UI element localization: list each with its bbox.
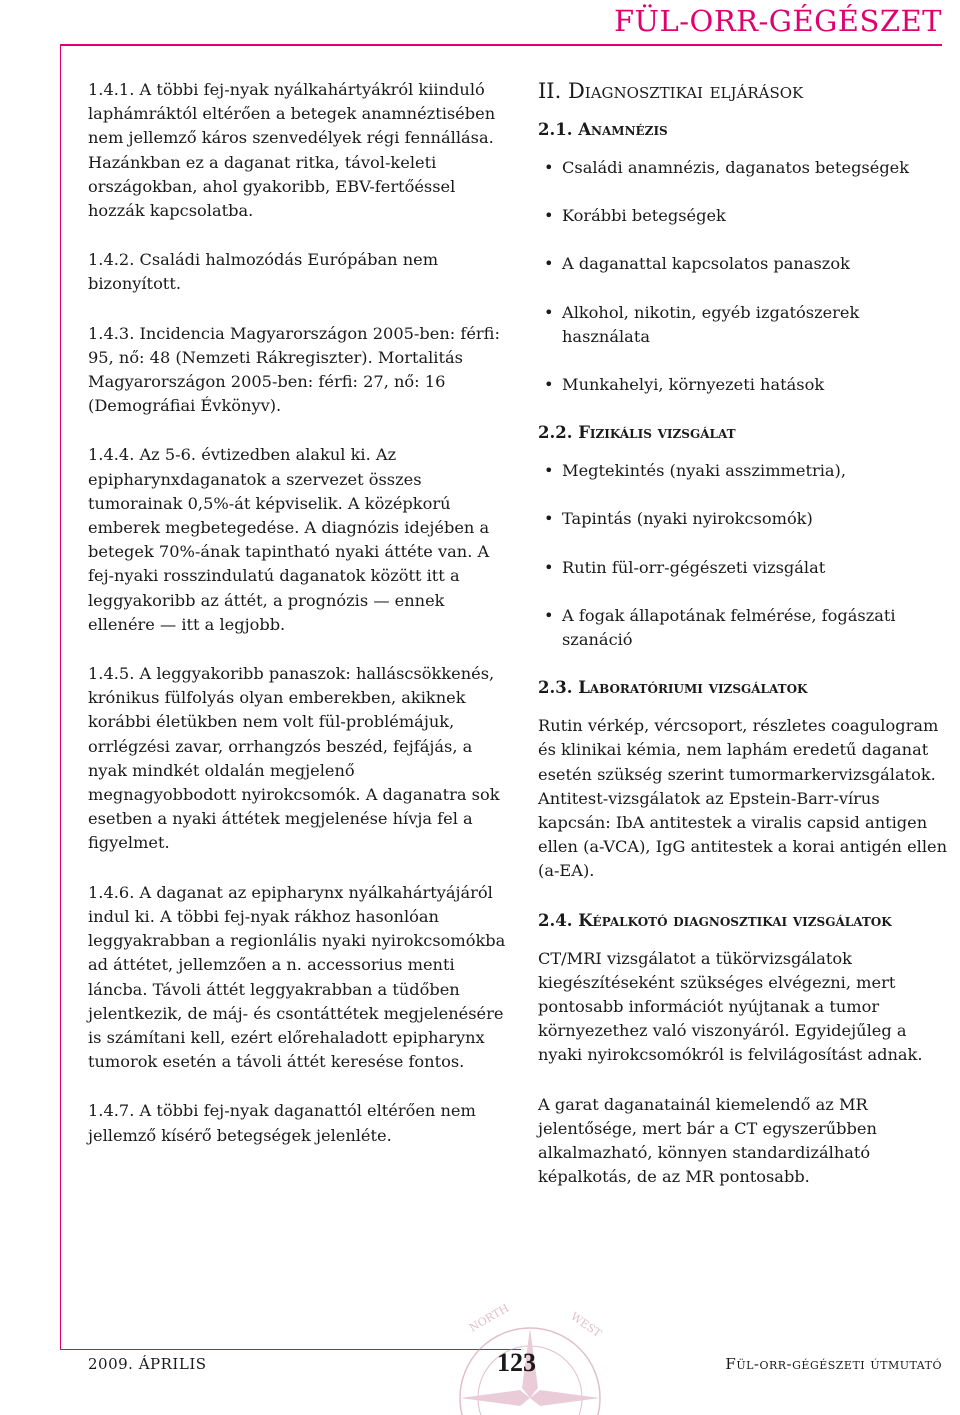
right-column	[538, 78, 948, 1214]
subsection-title: Fizikális vizsgálat	[578, 423, 736, 443]
subsection-number: 2.1.	[538, 120, 573, 139]
laboratoriumi-text: Rutin vérkép, vércsoport, részletes coagulogram és klinikai kémia, nem laphám eredetű daganat esetén szükség szerint tumormarkervizsgálatok. Antitest-vizsgálatok az Epstein-Barr-vírus kapcsán: IbA antitestek a viralis capsid antigen ellen (a-VCA), IgG antitestek a korai antigén ellen (a-EA).	[538, 716, 948, 881]
list-item: • A fogak állapotának felmérése, fogászati szanáció	[538, 604, 948, 652]
list-item: • Munkahelyi, környezeti hatások	[538, 373, 948, 397]
subsection-heading-laboratoriumi	[538, 676, 948, 700]
kepalkoto-text-1: CT/MRI vizsgálatot a tükörvizsgálatok kiegészítéseként szükséges elvégezni, mert pontosabb információt nyújtanak a tumor környezethez való viszonyáról. Egyidejűleg a nyaki nyirokcsomókról is felvilágosítást adnak.	[538, 948, 923, 1065]
list-item: • A daganattal kapcsolatos panaszok	[538, 252, 948, 276]
subsection-heading-anamnezis	[538, 118, 948, 142]
paragraph-1-4-1: 1.4.1. A többi fej-nyak nyálkahártyákról kiinduló laphámráktól eltérően a betegek anamnéztisében nem jellemző káros szenvedélyek régi fennállása. Hazánkban ez a daganat ritka, távol-keleti országokban, ahol gyakoribb, EBV-fertőéssel hozzák kapcsolatba.	[88, 80, 496, 221]
list-item: • Alkohol, nikotin, egyéb izgatószerek használata	[538, 301, 948, 349]
subsection-number: 2.3.	[538, 678, 573, 698]
anamnezis-list	[538, 156, 948, 397]
paragraph-1-4-7: 1.4.7. A többi fej-nyak daganattól eltérően nem jellemző kísérő betegségek jelenléte.	[88, 1101, 476, 1145]
subsection-title: Képalkotó diagnosztikai vizsgálatok	[578, 910, 892, 930]
paragraph-1-4-3: 1.4.3. Incidencia Magyarországon 2005-ben: férfi: 95, nő: 48 (Nemzeti Rákregiszter). Mortalitás Magyarországon 2005-ben: férfi: 27, nő: 16 (Demográfiai Évkönyv).	[88, 323, 500, 416]
footer-series-title: Fül-orr-gégészeti útmutató	[725, 1355, 942, 1373]
kepalkoto-text-2: A garat daganatainál kiemelendő az MR jelentősége, mert bár a CT egyszerűbben alkalmazható, könnyen standardizálható képalkotás, de az MR pontosabb.	[538, 1094, 877, 1187]
list-item: • Tapintás (nyaki nyirokcsomók)	[538, 507, 948, 531]
paragraph-1-4-4: 1.4.4. Az 5-6. évtizedben alakul ki. Az epipharynxdaganatok a szervezet összes tumorainak 0,5%-át képviselik. A középkorú emberek megbetegedése. A diagnózis idejében a betegek 70%-ának tapintható nyaki áttéte van. A fej-nyaki rosszindulatú daganatok között itt a leggyakoribb az áttét, a prognózis — ennek ellenére — itt a legjobb.	[88, 445, 490, 634]
list-item: • Családi anamnézis, daganatos betegségek	[538, 156, 948, 180]
subsection-number: 2.2.	[538, 423, 573, 443]
section-title: II. Diagnosztikai eljárások	[538, 79, 804, 103]
left-column	[88, 78, 508, 1173]
page-number: 123	[497, 1348, 536, 1377]
fizikalis-list	[538, 459, 948, 652]
list-item: • Korábbi betegségek	[538, 204, 948, 228]
list-item: • Rutin fül-orr-gégészeti vizsgálat	[538, 556, 948, 580]
subsection-number: 2.4.	[538, 910, 573, 930]
paragraph-1-4-2: 1.4.2. Családi halmozódás Európában nem bizonyított.	[88, 250, 439, 294]
running-header-title: FÜL-ORR-GÉGÉSZET	[613, 4, 942, 38]
paragraph-1-4-6: 1.4.6. A daganat az epipharynx nyálkahártyájáról indul ki. A többi fej-nyak rákhoz hasonlóan leggyakrabban a regionlális nyaki nyirokcsomókba ad áttétet, jellemzően a n. accessorius menti láncba. Távoli áttét leggyakrabban a tüdőben jelentkezik, de máj- és csontáttétek megjelenésére is számítani kell, ezért előrehaladott epipharynx tumorok esetén a távoli áttét keresése fontos.	[88, 882, 506, 1072]
subsection-title: Laboratóriumi vizsgálatok	[578, 678, 808, 698]
subsection-heading-kepalkoto	[538, 909, 948, 933]
logo-text-west: WEST	[568, 1309, 604, 1341]
footer-date: 2009. ÁPRILIS	[88, 1355, 207, 1373]
list-item: • Megtekintés (nyaki asszimmetria),	[538, 459, 948, 483]
subsection-title: Anamnézis	[578, 120, 668, 139]
paragraph-1-4-5: 1.4.5. A leggyakoribb panaszok: halláscsökkenés, krónikus fülfolyás olyan emberekben, akiknek korábbi életükben nem volt fül-problémájuk, orrlégzési zavar, orrhangzós beszéd, fejfájás, a nyak mindkét oldalán megjelenő megnagyobbodott nyirokcsomók. A daganatra sok esetben a nyaki áttétek megjelenése hívja fel a figyelmet.	[88, 664, 500, 853]
logo-text-north: NORTH	[467, 1301, 512, 1335]
subsection-heading-fizikalis	[538, 421, 948, 445]
